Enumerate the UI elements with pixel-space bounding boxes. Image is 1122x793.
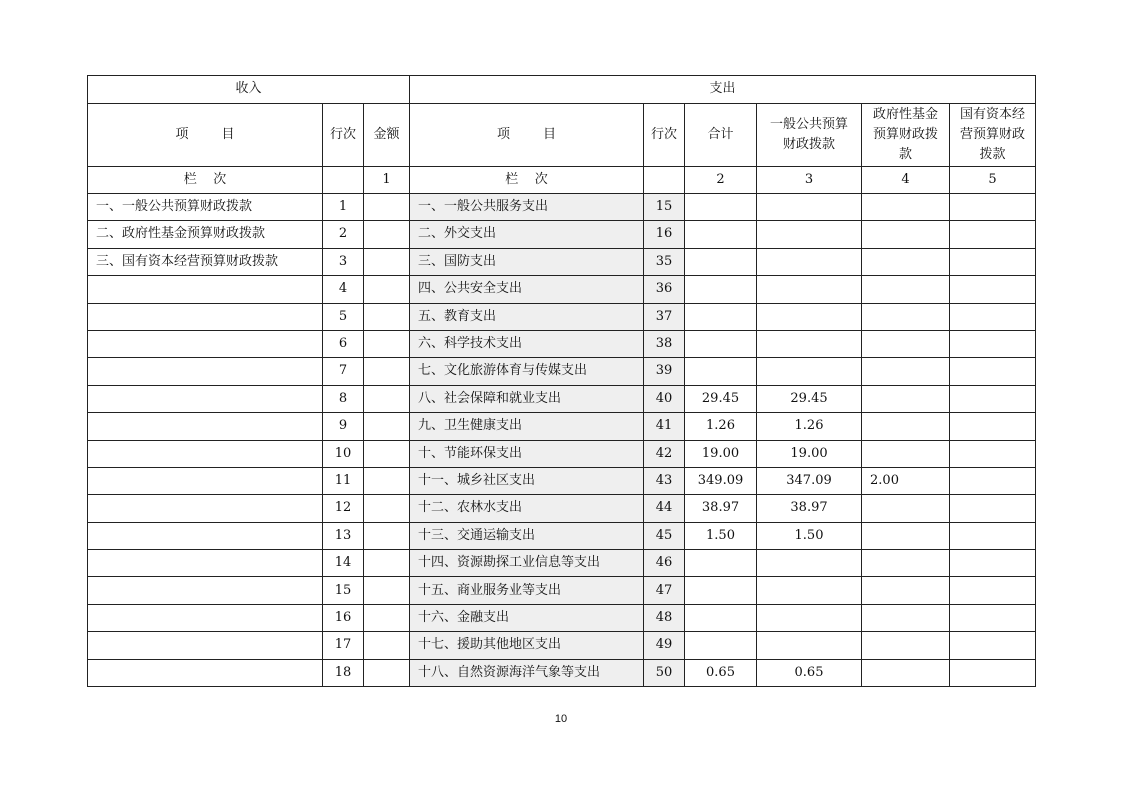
income-item-cell xyxy=(88,659,323,686)
income-row-number: 1 xyxy=(323,194,364,221)
general-public-amount-cell xyxy=(757,303,862,330)
table-row xyxy=(88,330,1036,357)
income-item-cell xyxy=(88,385,323,412)
expense-row-number: 39 xyxy=(644,358,685,385)
income-amount-cell xyxy=(364,303,410,330)
income-amount-cell xyxy=(364,330,410,357)
expense-row-number: 49 xyxy=(644,632,685,659)
income-row-number: 18 xyxy=(323,659,364,686)
income-row-number: 6 xyxy=(323,330,364,357)
government-fund-amount-cell xyxy=(862,495,950,522)
government-fund-amount-cell xyxy=(862,358,950,385)
expense-row-number: 16 xyxy=(644,221,685,248)
government-fund-amount-cell xyxy=(862,659,950,686)
income-amount-cell xyxy=(364,522,410,549)
expense-row-no-header: 行次 xyxy=(644,104,685,167)
section-header-row xyxy=(88,76,1036,104)
data-rows xyxy=(88,194,1036,687)
total-header: 合计 xyxy=(685,104,757,167)
income-row-number: 4 xyxy=(323,276,364,303)
budget-table xyxy=(87,75,1036,687)
income-amount-header: 金额 xyxy=(364,104,410,167)
total-amount-cell xyxy=(685,248,757,275)
income-item-cell xyxy=(88,413,323,440)
income-amount-cell xyxy=(364,248,410,275)
expense-item-cell: 八、社会保障和就业支出 xyxy=(410,385,644,412)
state-capital-amount-cell xyxy=(950,385,1036,412)
table-row xyxy=(88,385,1036,412)
government-fund-amount-cell xyxy=(862,303,950,330)
state-capital-amount-cell xyxy=(950,495,1036,522)
income-amount-cell xyxy=(364,577,410,604)
income-row-number: 16 xyxy=(323,604,364,631)
income-row-number: 5 xyxy=(323,303,364,330)
income-amount-cell xyxy=(364,604,410,631)
total-amount-cell xyxy=(685,632,757,659)
column-header-row xyxy=(88,104,1036,167)
general-public-amount-cell xyxy=(757,248,862,275)
expense-item-cell: 四、公共安全支出 xyxy=(410,276,644,303)
income-row-number: 7 xyxy=(323,358,364,385)
col-3-seq: 3 xyxy=(757,167,862,194)
expense-item-cell: 十、节能环保支出 xyxy=(410,440,644,467)
income-row-number: 15 xyxy=(323,577,364,604)
income-item-cell xyxy=(88,577,323,604)
income-item-cell xyxy=(88,632,323,659)
table-row xyxy=(88,550,1036,577)
expense-row-number: 50 xyxy=(644,659,685,686)
expense-item-header: 项 目 xyxy=(410,104,644,167)
total-amount-cell: 38.97 xyxy=(685,495,757,522)
general-public-amount-cell xyxy=(757,221,862,248)
table-row xyxy=(88,632,1036,659)
total-amount-cell xyxy=(685,358,757,385)
state-capital-amount-cell xyxy=(950,194,1036,221)
state-capital-amount-cell xyxy=(950,303,1036,330)
state-capital-amount-cell xyxy=(950,550,1036,577)
government-fund-amount-cell xyxy=(862,550,950,577)
general-public-amount-cell xyxy=(757,577,862,604)
total-amount-cell xyxy=(685,221,757,248)
general-public-amount-cell: 38.97 xyxy=(757,495,862,522)
government-fund-amount-cell xyxy=(862,440,950,467)
general-public-amount-cell xyxy=(757,358,862,385)
general-public-amount-cell xyxy=(757,330,862,357)
expense-row-number: 47 xyxy=(644,577,685,604)
total-amount-cell xyxy=(685,550,757,577)
income-item-cell xyxy=(88,330,323,357)
table-row xyxy=(88,577,1036,604)
expense-row-number: 37 xyxy=(644,303,685,330)
total-amount-cell: 0.65 xyxy=(685,659,757,686)
table-row xyxy=(88,495,1036,522)
total-amount-cell xyxy=(685,276,757,303)
income-row-number: 13 xyxy=(323,522,364,549)
table-row xyxy=(88,276,1036,303)
income-item-cell: 一、一般公共预算财政拨款 xyxy=(88,194,323,221)
total-amount-cell xyxy=(685,194,757,221)
general-public-amount-cell: 1.50 xyxy=(757,522,862,549)
expense-item-cell: 一、一般公共服务支出 xyxy=(410,194,644,221)
expense-item-cell: 二、外交支出 xyxy=(410,221,644,248)
state-capital-amount-cell xyxy=(950,522,1036,549)
government-fund-amount-cell xyxy=(862,248,950,275)
income-amount-cell xyxy=(364,194,410,221)
general-public-amount-cell: 347.09 xyxy=(757,467,862,494)
expense-item-cell: 七、文化旅游体育与传媒支出 xyxy=(410,358,644,385)
general-public-header: 一般公共预算财政拨款 xyxy=(757,104,862,167)
income-row-number: 17 xyxy=(323,632,364,659)
income-row-number: 11 xyxy=(323,467,364,494)
income-item-cell xyxy=(88,522,323,549)
total-amount-cell: 1.50 xyxy=(685,522,757,549)
income-item-cell: 三、国有资本经营预算财政拨款 xyxy=(88,248,323,275)
expense-row-number: 46 xyxy=(644,550,685,577)
income-section-header: 收入 xyxy=(88,76,410,104)
income-column-seq: 栏 次 xyxy=(88,167,323,194)
income-amount-cell xyxy=(364,413,410,440)
table-row xyxy=(88,358,1036,385)
income-item-header: 项 目 xyxy=(88,104,323,167)
income-item-cell xyxy=(88,550,323,577)
general-public-amount-cell xyxy=(757,550,862,577)
total-amount-cell: 29.45 xyxy=(685,385,757,412)
income-amount-cell xyxy=(364,358,410,385)
expense-item-cell: 十六、金融支出 xyxy=(410,604,644,631)
total-amount-cell xyxy=(685,577,757,604)
income-item-cell: 二、政府性基金预算财政拨款 xyxy=(88,221,323,248)
income-amount-cell xyxy=(364,221,410,248)
government-fund-amount-cell xyxy=(862,385,950,412)
income-amount-cell xyxy=(364,495,410,522)
government-fund-amount-cell: 2.00 xyxy=(862,467,950,494)
general-public-amount-cell: 1.26 xyxy=(757,413,862,440)
expense-row-number: 48 xyxy=(644,604,685,631)
income-item-cell xyxy=(88,303,323,330)
total-amount-cell: 1.26 xyxy=(685,413,757,440)
table-row xyxy=(88,440,1036,467)
table-row xyxy=(88,303,1036,330)
col-5-seq: 5 xyxy=(950,167,1036,194)
income-amount-cell xyxy=(364,440,410,467)
col-4-seq: 4 xyxy=(862,167,950,194)
expense-row-number: 15 xyxy=(644,194,685,221)
state-capital-amount-cell xyxy=(950,467,1036,494)
state-capital-amount-cell xyxy=(950,221,1036,248)
table-row xyxy=(88,604,1036,631)
general-public-amount-cell: 29.45 xyxy=(757,385,862,412)
table-row xyxy=(88,467,1036,494)
general-public-amount-cell xyxy=(757,604,862,631)
income-row-number: 3 xyxy=(323,248,364,275)
expense-item-cell: 十三、交通运输支出 xyxy=(410,522,644,549)
income-row-number: 12 xyxy=(323,495,364,522)
table-row xyxy=(88,221,1036,248)
expense-item-cell: 十二、农林水支出 xyxy=(410,495,644,522)
expense-section-header: 支出 xyxy=(410,76,1036,104)
income-amount-cell xyxy=(364,659,410,686)
column-sequence-row xyxy=(88,167,1036,194)
expense-row-number: 38 xyxy=(644,330,685,357)
government-fund-amount-cell xyxy=(862,276,950,303)
state-capital-amount-cell xyxy=(950,632,1036,659)
expense-item-cell: 十一、城乡社区支出 xyxy=(410,467,644,494)
expense-row-number: 36 xyxy=(644,276,685,303)
government-fund-header: 政府性基金预算财政拨款 xyxy=(862,104,950,167)
expense-column-seq: 栏 次 xyxy=(410,167,644,194)
table-row xyxy=(88,248,1036,275)
state-capital-header: 国有资本经营预算财政拨款 xyxy=(950,104,1036,167)
government-fund-amount-cell xyxy=(862,577,950,604)
income-row-no-seq xyxy=(323,167,364,194)
income-item-cell xyxy=(88,358,323,385)
state-capital-amount-cell xyxy=(950,604,1036,631)
total-amount-cell xyxy=(685,303,757,330)
income-item-cell xyxy=(88,440,323,467)
table-row xyxy=(88,522,1036,549)
income-item-cell xyxy=(88,467,323,494)
income-item-cell xyxy=(88,604,323,631)
government-fund-amount-cell xyxy=(862,632,950,659)
expense-row-number: 43 xyxy=(644,467,685,494)
expense-row-number: 42 xyxy=(644,440,685,467)
state-capital-amount-cell xyxy=(950,577,1036,604)
state-capital-amount-cell xyxy=(950,330,1036,357)
expense-row-number: 44 xyxy=(644,495,685,522)
state-capital-amount-cell xyxy=(950,413,1036,440)
total-amount-cell xyxy=(685,330,757,357)
total-amount-cell: 349.09 xyxy=(685,467,757,494)
expense-item-cell: 十四、资源勘探工业信息等支出 xyxy=(410,550,644,577)
government-fund-amount-cell xyxy=(862,194,950,221)
expense-row-number: 41 xyxy=(644,413,685,440)
income-row-number: 9 xyxy=(323,413,364,440)
government-fund-amount-cell xyxy=(862,221,950,248)
income-amount-cell xyxy=(364,385,410,412)
col-2-seq: 2 xyxy=(685,167,757,194)
total-amount-cell xyxy=(685,604,757,631)
expense-item-cell: 十八、自然资源海洋气象等支出 xyxy=(410,659,644,686)
expense-row-number: 35 xyxy=(644,248,685,275)
expense-item-cell: 十五、商业服务业等支出 xyxy=(410,577,644,604)
expense-row-number: 45 xyxy=(644,522,685,549)
income-amount-cell xyxy=(364,467,410,494)
government-fund-amount-cell xyxy=(862,413,950,440)
income-row-number: 14 xyxy=(323,550,364,577)
income-item-cell xyxy=(88,276,323,303)
income-amount-cell xyxy=(364,276,410,303)
general-public-amount-cell xyxy=(757,632,862,659)
government-fund-amount-cell xyxy=(862,522,950,549)
table-row xyxy=(88,194,1036,221)
state-capital-amount-cell xyxy=(950,440,1036,467)
general-public-amount-cell: 0.65 xyxy=(757,659,862,686)
income-amount-cell xyxy=(364,550,410,577)
government-fund-amount-cell xyxy=(862,604,950,631)
expense-item-cell: 十七、援助其他地区支出 xyxy=(410,632,644,659)
page-number: 10 xyxy=(554,713,568,725)
general-public-amount-cell xyxy=(757,194,862,221)
expense-item-cell: 五、教育支出 xyxy=(410,303,644,330)
income-item-cell xyxy=(88,495,323,522)
total-amount-cell: 19.00 xyxy=(685,440,757,467)
income-row-number: 2 xyxy=(323,221,364,248)
table-row xyxy=(88,659,1036,686)
expense-item-cell: 九、卫生健康支出 xyxy=(410,413,644,440)
income-row-number: 10 xyxy=(323,440,364,467)
expense-item-cell: 三、国防支出 xyxy=(410,248,644,275)
state-capital-amount-cell xyxy=(950,659,1036,686)
general-public-amount-cell xyxy=(757,276,862,303)
income-row-no-header: 行次 xyxy=(323,104,364,167)
income-row-number: 8 xyxy=(323,385,364,412)
table-row xyxy=(88,413,1036,440)
state-capital-amount-cell xyxy=(950,358,1036,385)
expense-item-cell: 六、科学技术支出 xyxy=(410,330,644,357)
expense-row-number: 40 xyxy=(644,385,685,412)
expense-row-no-seq xyxy=(644,167,685,194)
government-fund-amount-cell xyxy=(862,330,950,357)
state-capital-amount-cell xyxy=(950,276,1036,303)
general-public-amount-cell: 19.00 xyxy=(757,440,862,467)
state-capital-amount-cell xyxy=(950,248,1036,275)
col-1-seq: 1 xyxy=(364,167,410,194)
income-amount-cell xyxy=(364,632,410,659)
